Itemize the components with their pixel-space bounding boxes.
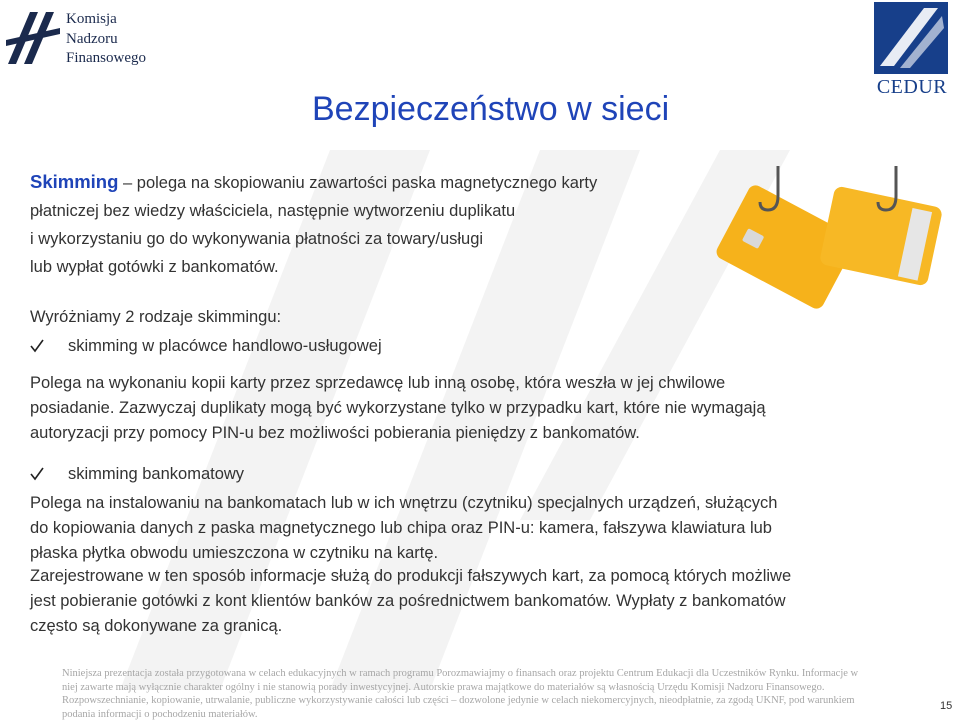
types-heading <box>30 305 930 330</box>
cedur-logo-label: CEDUR <box>876 76 948 98</box>
bullet-label: skimming w placówce handlowo-usługowej <box>68 337 382 355</box>
bullet-line <box>30 334 930 359</box>
knf-logo-line: Nadzoru <box>66 30 118 47</box>
intro-line: płatniczej bez wiedzy właściciela, następnie wytworzeniu duplikatu <box>30 202 516 220</box>
description-line: do kopiowania danych z paska magnetycznego lub chipa oraz PIN-u: kamera, fałszywa klawiatura lub <box>30 519 772 537</box>
footer-line: niej zawarte mają wyłącznie charakter ogólny i nie stanowią porady inwestycyjnej. Autorskie prawa majątkowe do materiałów są własnością Urzędu Komisji Nadzoru Finansowego. <box>62 681 825 693</box>
page-number: 15 <box>940 700 953 712</box>
skimming-type-2 <box>30 462 930 566</box>
cedur-logo <box>872 2 952 98</box>
description-line: Polega na instalowaniu na bankomatach lub w ich wnętrzu (czytniku) specjalnych urządzeń, służących <box>30 494 778 512</box>
footer-line: podania informacji o pochodzeniu materiałów. <box>62 708 258 720</box>
knf-logo-mark-icon <box>4 6 62 68</box>
closing-line: jest pobieranie gotówki z kont klientów banków za pośrednictwem bankomatów. Wypłaty z bankomatów <box>30 592 786 610</box>
bullet-line <box>30 462 930 487</box>
intro-line: i wykorzystaniu go do wykonywania płatności za towary/usługi <box>30 230 484 248</box>
bullet-label: skimming bankomatowy <box>68 465 245 483</box>
page-title: Bezpieczeństwo w sieci <box>312 90 670 128</box>
checkmark-icon <box>30 462 68 487</box>
intro-line-1-text: – polega na skopiowaniu zawartości paska magnetycznego karty <box>118 174 598 192</box>
intro-paragraph <box>30 168 710 281</box>
closing-line: Zarejestrowane w ten sposób informacje służą do produkcji fałszywych kart, za pomocą których możliwe <box>30 567 792 585</box>
closing-paragraph <box>30 564 930 639</box>
footer-line: Rozpowszechnianie, kopiowanie, utrwalanie, publiczne wykorzystywanie całości lub części – dozwolone jedynie w celach niekomercyjnych, nieodpłatnie, za zgodą UKNF, pod warunkiem <box>62 695 855 706</box>
intro-line: lub wypłat gotówki z bankomatów. <box>30 258 279 276</box>
description-line: Polega na wykonaniu kopii karty przez sprzedawcę lub inną osobę, która weszła w jej chwilowe <box>30 374 726 392</box>
skimming-type-1 <box>30 334 930 446</box>
skimming-keyword: Skimming <box>30 171 119 192</box>
intro-line <box>30 168 710 197</box>
description-line: posiadanie. Zazwyczaj duplikaty mogą być wykorzystane tylko w przypadku kart, które nie wymagają <box>30 399 766 417</box>
checkmark-icon <box>30 334 68 359</box>
cedur-logo-box <box>874 2 948 74</box>
description-line: płaska płytka obwodu umieszczona w czytniku na kartę. <box>30 544 439 562</box>
description-line: autoryzacji przy pomocy PIN-u bez możliwości pobierania pieniędzy z bankomatów. <box>30 424 640 442</box>
types-heading-text: Wyróżniamy 2 rodzaje skimmingu: <box>30 308 282 326</box>
knf-logo-line: Komisja <box>66 11 117 27</box>
knf-logo-line: Finansowego <box>66 50 146 66</box>
cedur-swoosh-icon <box>874 2 948 74</box>
footer-disclaimer <box>62 667 910 721</box>
closing-line: często są dokonywane za granicą. <box>30 617 283 635</box>
knf-logo-text <box>66 10 146 69</box>
footer-line: Niniejsza prezentacja została przygotowana w celach edukacyjnych w ramach programu Porozmawiajmy o finansach oraz projektu Centrum Edukacji dla Uczestników Rynku. Informacje w <box>62 668 859 679</box>
